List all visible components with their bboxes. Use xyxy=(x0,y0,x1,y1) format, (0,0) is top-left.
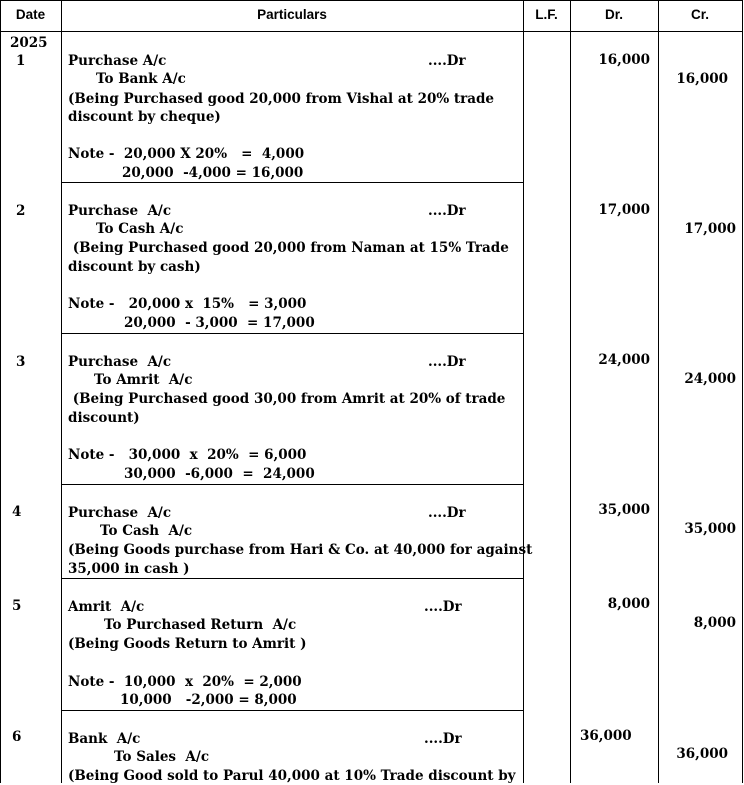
row-separator xyxy=(61,182,523,183)
header-dr: Dr. xyxy=(604,7,623,22)
col-line-particulars xyxy=(523,0,524,783)
note-line-1: Note - 20,000 x 15% = 3,000 xyxy=(68,296,307,312)
row-separator xyxy=(61,710,523,711)
dr-mark: ....Dr xyxy=(424,731,462,747)
dr-mark: ....Dr xyxy=(424,599,462,615)
credit-account: To Purchased Return A/c xyxy=(104,617,297,633)
narration-line-2: discount by cash) xyxy=(68,259,201,275)
narration-line-2: discount) xyxy=(68,410,140,426)
note-line-1: Note - 20,000 X 20% = 4,000 xyxy=(68,146,305,162)
narration-line-2: 35,000 in cash ) xyxy=(68,561,190,577)
debit-account: Bank A/c xyxy=(68,731,141,747)
cr-amount: 24,000 xyxy=(684,371,736,387)
cr-amount: 16,000 xyxy=(676,71,728,87)
note-line-1: Note - 30,000 x 20% = 6,000 xyxy=(68,447,307,463)
dr-amount: 17,000 xyxy=(598,202,650,218)
header-cr: Cr. xyxy=(690,7,709,22)
note-line-2: 30,000 -6,000 = 24,000 xyxy=(124,466,315,482)
credit-account: To Sales A/c xyxy=(114,749,210,765)
table-top-border xyxy=(0,0,743,1)
narration-line-1: (Being Goods Return to Amrit ) xyxy=(68,636,307,652)
dr-amount: 36,000 xyxy=(580,728,632,744)
entry-date: 1 xyxy=(16,53,26,69)
note-line-1: Note - 10,000 x 20% = 2,000 xyxy=(68,674,302,690)
row-separator xyxy=(61,333,523,334)
cr-amount: 8,000 xyxy=(693,615,736,631)
debit-account: Purchase A/c xyxy=(68,53,167,69)
cr-amount: 35,000 xyxy=(684,521,736,537)
narration-line-1: (Being Purchased good 20,000 from Vishal at 20% trade xyxy=(68,91,495,107)
col-line-dr xyxy=(658,0,659,783)
header-bottom-border xyxy=(0,31,743,32)
narration-line-1: (Being Purchased good 30,00 from Amrit at 20% of trade xyxy=(68,391,506,407)
dr-amount: 8,000 xyxy=(607,596,650,612)
col-line-lf xyxy=(570,0,571,783)
row-separator xyxy=(61,578,523,579)
dr-mark: ....Dr xyxy=(428,53,466,69)
row-separator xyxy=(61,484,523,485)
credit-account: To Cash A/c xyxy=(100,523,193,539)
credit-account: To Cash A/c xyxy=(96,221,184,237)
dr-mark: ....Dr xyxy=(428,203,466,219)
narration-line-2: discount by cheque) xyxy=(68,109,221,125)
note-line-2: 20,000 - 3,000 = 17,000 xyxy=(124,315,315,331)
dr-amount: 24,000 xyxy=(598,352,650,368)
entry-date: 2 xyxy=(16,203,26,219)
credit-account: To Amrit A/c xyxy=(94,372,193,388)
entry-date: 3 xyxy=(16,354,26,370)
year-label: 2025 xyxy=(10,35,48,51)
narration-line-1: (Being Purchased good 20,000 from Naman at 15% Trade xyxy=(68,240,509,256)
narration-line-1: (Being Good sold to Parul 40,000 at 10% Trade discount by xyxy=(68,768,516,784)
debit-account: Purchase A/c xyxy=(68,203,172,219)
col-line-right xyxy=(742,0,743,783)
col-line-date xyxy=(61,0,62,783)
note-line-2: 10,000 -2,000 = 8,000 xyxy=(120,692,297,708)
note-line-2: 20,000 -4,000 = 16,000 xyxy=(122,165,304,181)
credit-account: To Bank A/c xyxy=(96,71,186,87)
cr-amount: 17,000 xyxy=(684,221,736,237)
col-line-left xyxy=(0,0,1,783)
cr-amount: 36,000 xyxy=(676,746,728,762)
dr-amount: 35,000 xyxy=(598,502,650,518)
dr-mark: ....Dr xyxy=(428,505,466,521)
debit-account: Purchase A/c xyxy=(68,354,172,370)
header-particulars: Particulars xyxy=(257,7,327,22)
entry-date: 5 xyxy=(12,598,22,614)
debit-account: Purchase A/c xyxy=(68,505,172,521)
debit-account: Amrit A/c xyxy=(68,599,145,615)
header-date: Date xyxy=(15,7,46,22)
dr-amount: 16,000 xyxy=(598,52,650,68)
header-lf: L.F. xyxy=(535,7,558,22)
narration-line-1: (Being Goods purchase from Hari & Co. at 40,000 for against xyxy=(68,542,533,558)
entry-date: 6 xyxy=(12,729,22,745)
dr-mark: ....Dr xyxy=(428,354,466,370)
entry-date: 4 xyxy=(12,504,22,520)
